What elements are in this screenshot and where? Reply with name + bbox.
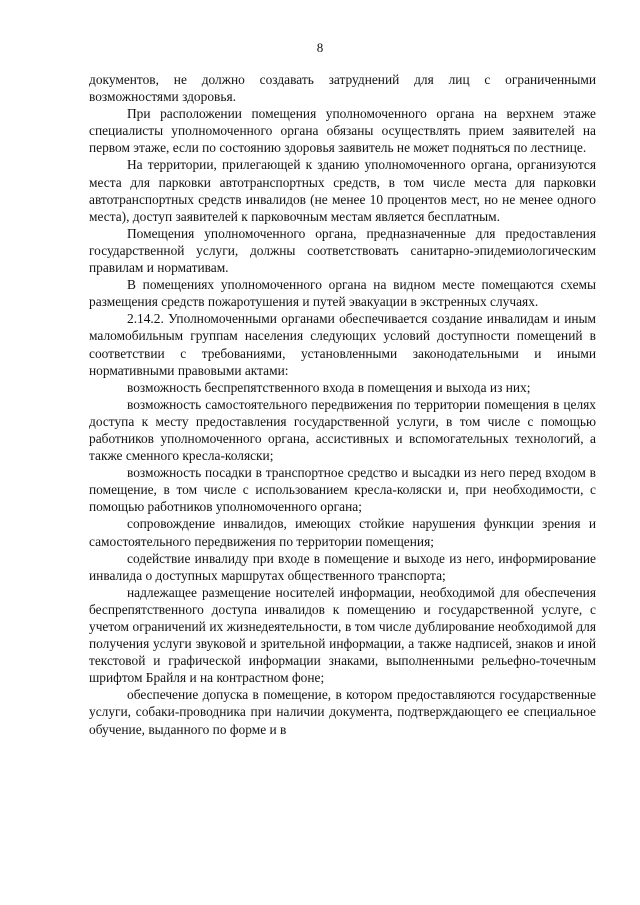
- page-number: 8: [316, 40, 324, 55]
- list-item-entrance-exit: возможность беспрепятственного входа в помещения и выхода из них;: [127, 379, 531, 395]
- paragraph-continuation: документов, не должно создавать затруднений для лиц с ограниченными возможностями здоровья.: [89, 72, 596, 105]
- list-item-independent-movement: возможность самостоятельного передвижения по территории помещения в целях доступа к месту предоставления государственной услуги, в том числе с помощью работников уполномоченного органа, ассистивных и вспомогательных технологий, а также сменного кресла-коляски;: [89, 396, 596, 464]
- paragraph-section-2-14-2: 2.14.2. Уполномоченными органами обеспечивается создание инвалидам и иным маломобильным группам населения следующих условий доступности помещений в соответствии с требованиями, установленными законодательными и иными нормативными правовыми актами:: [89, 311, 596, 378]
- paragraph-upper-floor-reception: При расположении помещения уполномоченного органа на верхнем этаже специалисты уполномоченного органа обязаны осуществлять прием заявителей на первом этаже, если по состоянию здоровья заявитель не может подняться по лестнице.: [89, 106, 596, 156]
- paragraph-parking: На территории, прилегающей к зданию уполномоченного органа, организуются места для парковки автотранспортных средств, в том числе места для парковки автотранспортных средств инвалидов (не менее 10 процентов мест, но не менее одного места), доступ заявителей к парковочным местам является бесплатным.: [89, 157, 596, 224]
- list-item-assistance-informing: содействие инвалиду при входе в помещение и выходе из него, информирование инвалида о доступных маршрутах общественного транспорта;: [89, 550, 596, 583]
- page-body: [89, 71, 596, 738]
- paragraph-evacuation-schemes: В помещениях уполномоченного органа на видном месте помещаются схемы размещения средств пожаротушения и путей эвакуации в экстренных случаях.: [89, 277, 596, 310]
- list-item-guide-dog: обеспечение допуска в помещение, в котором предоставляются государственные услуги, собаки-проводника при наличии документа, подтверждающего ее специальное обучение, выданного по форме и в: [89, 687, 596, 737]
- list-item-vehicle-boarding: возможность посадки в транспортное средство и высадки из него перед входом в помещение, в том числе с использованием кресла-коляски и, при необходимости, с помощью работников уполномоченного органа;: [89, 465, 596, 515]
- list-item-escort: сопровождение инвалидов, имеющих стойкие нарушения функции зрения и самостоятельного передвижения по территории помещения;: [89, 516, 596, 549]
- paragraph-sanitary-rules: Помещения уполномоченного органа, предназначенные для предоставления государственной услуги, должны соответствовать санитарно-эпидемиологическим правилам и нормативам.: [89, 225, 596, 276]
- list-item-information-carriers: надлежащее размещение носителей информации, необходимой для обеспечения беспрепятственного доступа инвалидов к помещению и государственной услуге, с учетом ограничений их жизнедеятельности, в том числе дублирование необходимой для получения услуги звуковой и зрительной информации, а также надписей, знаков и иной текстовой и графической информации знаками, выполненными рельефно-точечным шрифтом Брайля и на контрастном фоне;: [89, 584, 596, 686]
